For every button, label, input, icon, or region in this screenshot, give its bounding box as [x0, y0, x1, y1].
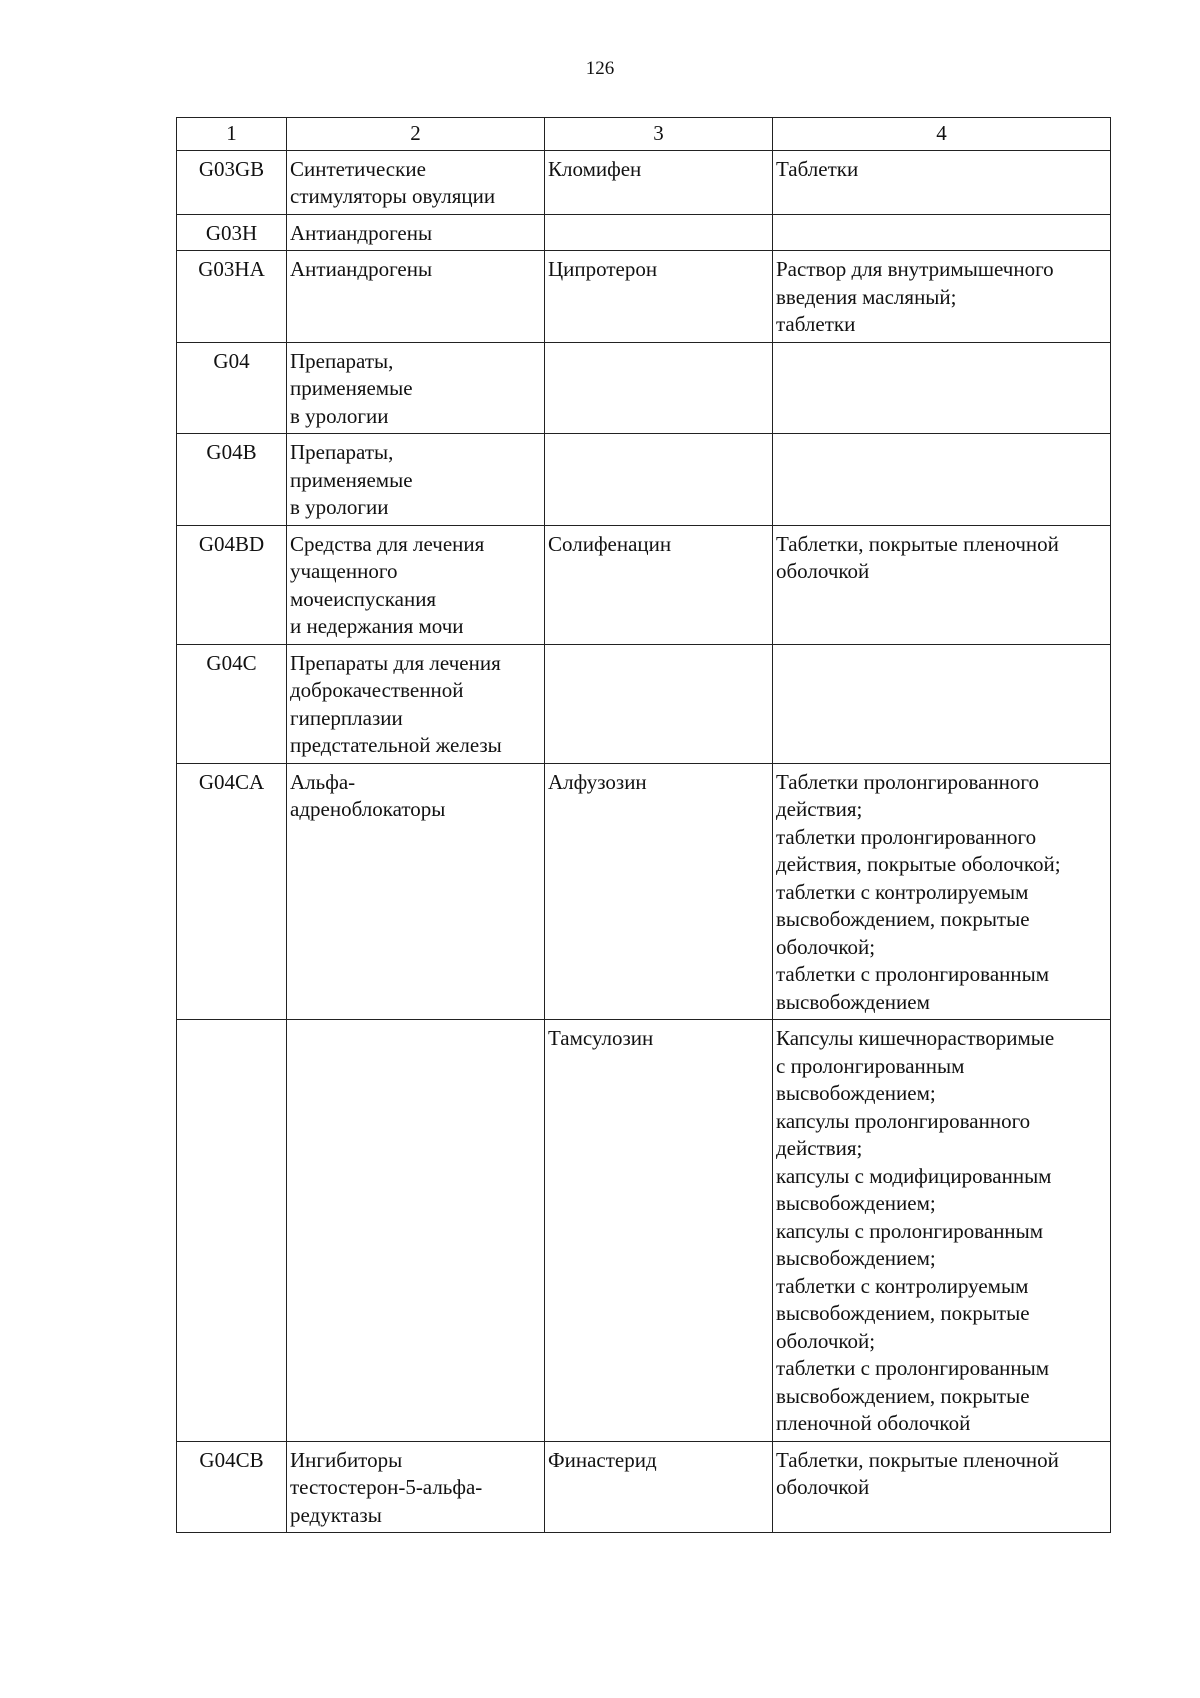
group-name-cell [287, 214, 545, 251]
cell-text-line: введения масляный; [776, 284, 957, 309]
cell-text-line: действия; [776, 1136, 863, 1160]
group-name-cell [287, 644, 545, 763]
cell-text-line: применяемые [290, 376, 413, 400]
atc-code-cell: G04B [177, 434, 287, 526]
dosage-form-cell [773, 434, 1111, 526]
dosage-form-cell [773, 525, 1111, 644]
group-name-cell [287, 434, 545, 526]
cell-text-line: таблетки с пролонгированным [776, 962, 1050, 986]
dosage-form-cell [773, 644, 1111, 763]
cell-text-line: редуктазы [290, 1502, 382, 1527]
table-row [177, 763, 1111, 1020]
cell-text-line: Антиандрогены [290, 220, 433, 245]
header-row [177, 118, 1111, 151]
cell-text-line: Препараты, [290, 440, 394, 464]
atc-code-cell: G04BD [177, 525, 287, 644]
header-col-3: 3 [545, 118, 773, 151]
group-name-cell [287, 342, 545, 434]
table-row [177, 434, 1111, 526]
cell-text-line: Таблетки пролонгированного [776, 769, 1040, 794]
cell-text-line: стимуляторы овуляции [290, 184, 496, 208]
drug-name-cell [545, 1020, 773, 1442]
atc-code-cell: G04CB [177, 1441, 287, 1533]
atc-code-cell [177, 1020, 287, 1442]
drug-table [176, 117, 1111, 1533]
atc-code-cell: G04C [177, 644, 287, 763]
cell-text-line: Антиандрогены [290, 257, 433, 281]
cell-text-line: Средства для лечения [290, 531, 485, 556]
cell-text-line: действия, покрытые оболочкой; [776, 852, 1061, 876]
atc-code-cell: G03GB [177, 150, 287, 214]
cell-text-line: оболочкой [776, 559, 870, 583]
table-row [177, 342, 1111, 434]
cell-text-line: предстательной железы [290, 733, 502, 757]
drug-name-cell [545, 763, 773, 1020]
cell-text-line: таблетки с контролируемым [776, 879, 1029, 904]
atc-code-cell: G03HA [177, 251, 287, 343]
drug-name-cell [545, 251, 773, 343]
cell-text-line: Финастерид [548, 1447, 657, 1472]
drug-name-cell [545, 525, 773, 644]
cell-text-line: Синтетические [290, 156, 426, 181]
cell-text-line: Алфузозин [548, 769, 647, 794]
dosage-form-cell [773, 150, 1111, 214]
cell-text-line: мочеиспускания [290, 586, 437, 611]
cell-text-line: учащенного [290, 559, 398, 583]
header-col-4: 4 [773, 118, 1111, 151]
cell-text-line: таблетки пролонгированного [776, 824, 1037, 849]
cell-text-line: гиперплазии [290, 705, 403, 730]
cell-text-line: высвобождением, покрытые [776, 1383, 1030, 1408]
cell-text-line: оболочкой; [776, 934, 876, 959]
dosage-form-cell [773, 342, 1111, 434]
table-row [177, 150, 1111, 214]
cell-text-line: с пролонгированным [776, 1053, 965, 1078]
cell-text-line: Таблетки, покрытые пленочной [776, 1447, 1059, 1472]
cell-text-line: применяемые [290, 467, 413, 492]
cell-text-line: тестостерон-5-альфа- [290, 1475, 483, 1499]
table-row [177, 525, 1111, 644]
cell-text-line: Ингибиторы [290, 1447, 403, 1472]
cell-text-line: доброкачественной [290, 678, 464, 702]
atc-code-cell: G04 [177, 342, 287, 434]
group-name-cell [287, 525, 545, 644]
group-name-cell [287, 763, 545, 1020]
drug-name-cell [545, 150, 773, 214]
cell-text-line: таблетки с контролируемым [776, 1273, 1029, 1298]
cell-text-line: высвобождением, покрытые [776, 907, 1030, 931]
cell-text-line: Таблетки, покрытые пленочной [776, 531, 1059, 556]
drug-name-cell [545, 644, 773, 763]
cell-text-line: и недержания мочи [290, 614, 464, 638]
dosage-form-cell [773, 251, 1111, 343]
cell-text-line: таблетки [776, 312, 856, 336]
cell-text-line: Солифенацин [548, 531, 672, 556]
table-body [177, 150, 1111, 1533]
atc-code-cell: G03H [177, 214, 287, 251]
cell-text-line: высвобождением; [776, 1246, 936, 1270]
cell-text-line: Таблетки [776, 156, 859, 181]
group-name-cell [287, 251, 545, 343]
drug-name-cell [545, 214, 773, 251]
cell-text-line: адреноблокаторы [290, 797, 446, 821]
cell-text-line: Альфа- [290, 769, 356, 794]
cell-text-line: Кломифен [548, 156, 642, 181]
atc-code-cell: G04CA [177, 763, 287, 1020]
cell-text-line: высвобождением; [776, 1081, 936, 1105]
drug-name-cell [545, 342, 773, 434]
cell-text-line: пленочной оболочкой [776, 1411, 971, 1435]
dosage-form-cell [773, 214, 1111, 251]
cell-text-line: капсулы с модифицированным [776, 1163, 1052, 1188]
cell-text-line: высвобождением [776, 989, 930, 1014]
cell-text-line: Раствор для внутримышечного [776, 257, 1054, 281]
group-name-cell [287, 1441, 545, 1533]
cell-text-line: оболочкой [776, 1475, 870, 1499]
table-row [177, 214, 1111, 251]
cell-text-line: Тамсулозин [548, 1026, 654, 1050]
cell-text-line: Ципротерон [548, 257, 658, 281]
table-row [177, 251, 1111, 343]
cell-text-line: оболочкой; [776, 1328, 876, 1353]
cell-text-line: в урологии [290, 495, 389, 519]
header-col-2: 2 [287, 118, 545, 151]
header-col-1: 1 [177, 118, 287, 151]
table-row [177, 644, 1111, 763]
cell-text-line: действия; [776, 797, 863, 821]
cell-text-line: капсулы с пролонгированным [776, 1218, 1044, 1243]
group-name-cell [287, 1020, 545, 1442]
table-header [177, 118, 1111, 151]
group-name-cell [287, 150, 545, 214]
table-row [177, 1441, 1111, 1533]
cell-text-line: в урологии [290, 403, 389, 428]
cell-text-line: Капсулы кишечнорастворимые [776, 1026, 1055, 1050]
cell-text-line: таблетки с пролонгированным [776, 1356, 1050, 1380]
page-number: 126 [585, 58, 615, 79]
dosage-form-cell [773, 763, 1111, 1020]
cell-text-line: Препараты, [290, 348, 394, 373]
drug-name-cell [545, 434, 773, 526]
cell-text-line: капсулы пролонгированного [776, 1108, 1031, 1133]
cell-text-line: высвобождением, покрытые [776, 1301, 1030, 1325]
cell-text-line: высвобождением; [776, 1191, 936, 1215]
dosage-form-cell [773, 1020, 1111, 1442]
cell-text-line: Препараты для лечения [290, 650, 501, 675]
drug-name-cell [545, 1441, 773, 1533]
table-row [177, 1020, 1111, 1442]
dosage-form-cell [773, 1441, 1111, 1533]
